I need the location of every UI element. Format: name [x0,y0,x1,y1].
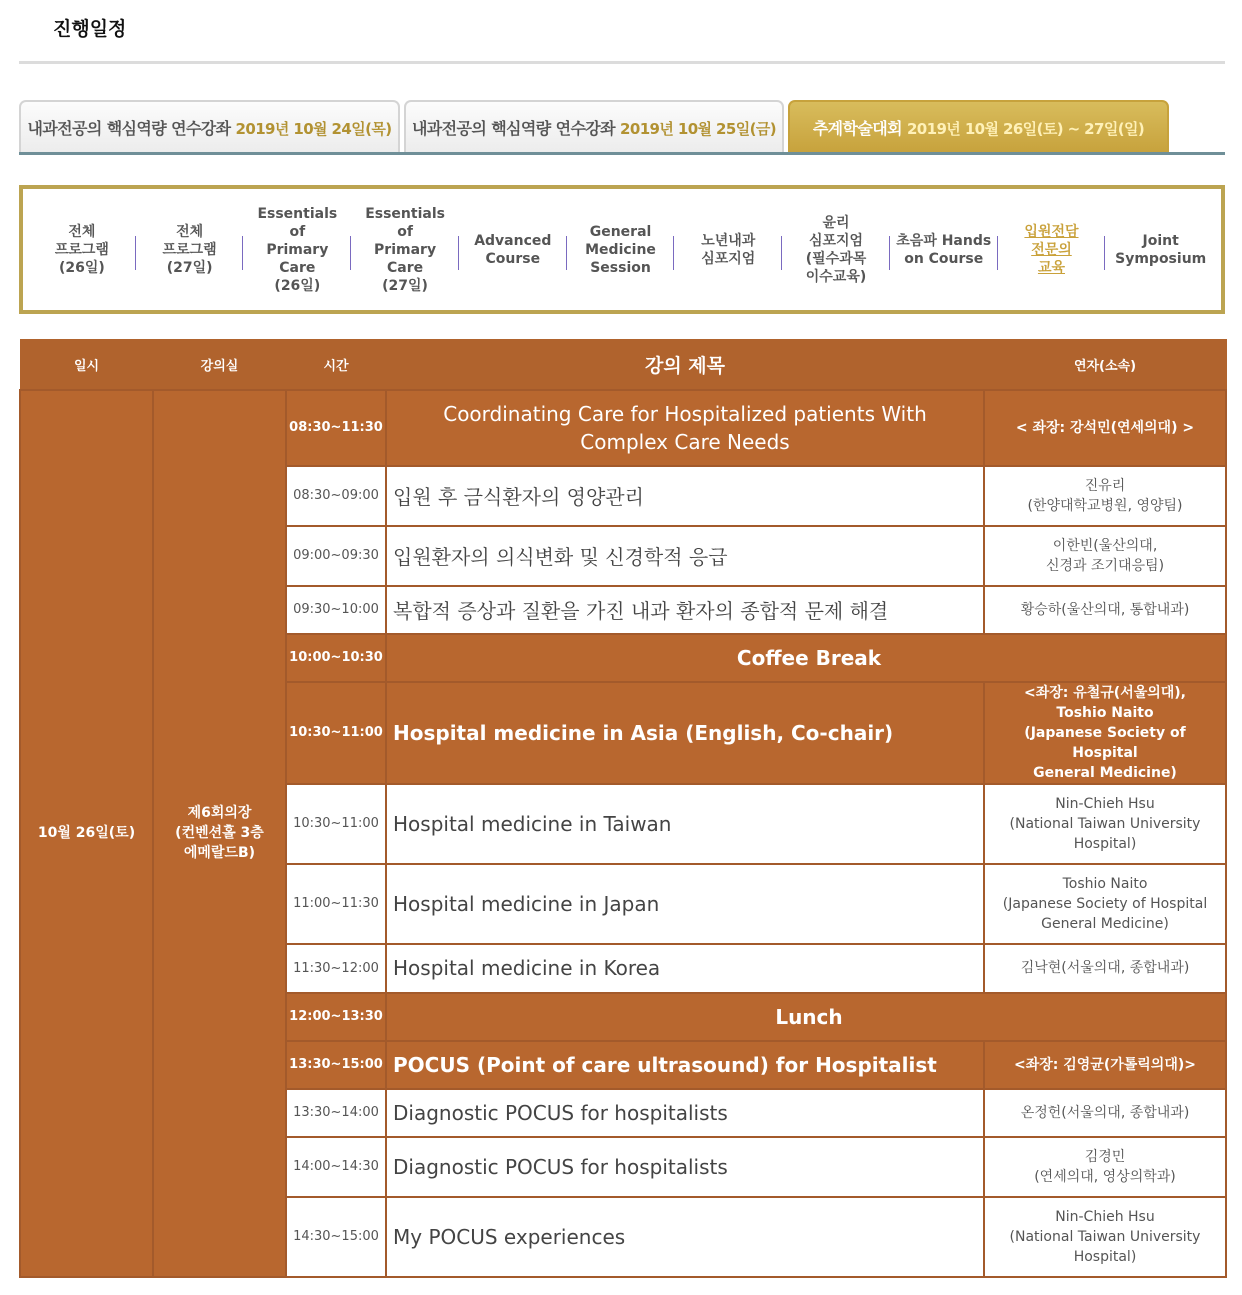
tab-name: 내과전공의 핵심역량 연수강좌 [411,119,616,138]
time-cell: 11:30~12:00 [286,944,386,993]
tab-oct-26-27[interactable] [788,100,1169,153]
subnav-essentials-27[interactable] [351,189,459,310]
time-cell: 09:00~09:30 [286,526,386,586]
speaker-cell: 진유리 (한양대학교병원, 영양팀) [984,466,1226,526]
subnav-label: Joint Symposium [1115,232,1207,267]
lecture-title: Diagnostic POCUS for hospitalists [386,1089,984,1137]
coffee-break: Coffee Break [386,634,1226,682]
subnav-all-27[interactable] [136,189,244,310]
session-title: Hospital medicine in Asia (English, Co-chair) [386,682,984,784]
room-cell: 제6회의장 (컨벤션홀 3층 에메랄드B) [153,390,286,1277]
subnav-geriatric[interactable] [674,189,782,310]
title-divider [19,61,1225,64]
session-title: POCUS (Point of care ultrasound) for Hospitalist [386,1041,984,1089]
subnav-advanced-course[interactable] [459,189,567,310]
table-row [20,390,1226,466]
speaker-cell: <좌장: 김영균(가톨릭의대)> [984,1041,1226,1089]
lecture-title: Diagnostic POCUS for hospitalists [386,1137,984,1197]
speaker-cell: 이한빈(울산의대, 신경과 조기대응팀) [984,526,1226,586]
subnav-general-medicine[interactable] [567,189,675,310]
tab-oct-25[interactable] [404,100,784,153]
subnav-label: 초음파 Hands on Course [896,232,992,267]
session-title: Coordinating Care for Hospitalized patients With Complex Care Needs [386,390,984,466]
time-cell: 13:30~14:00 [286,1089,386,1137]
subnav-all-26[interactable] [28,189,136,310]
header-speaker: 연자(소속) [984,340,1226,390]
table-header-row [20,340,1226,390]
speaker-cell: 김경민 (연세의대, 영상의학과) [984,1137,1226,1197]
header-date: 일시 [20,340,153,390]
lecture-title: 입원 후 금식환자의 영양관리 [386,466,984,526]
schedule-table [19,339,1227,1278]
tab-date: 2019년 10월 24일(목) [235,120,392,138]
subnav-label: Essentials of Primary Care (27일) [365,205,445,294]
page-title: 진행일정 [53,18,127,40]
tab-name: 내과전공의 핵심역량 연수강좌 [27,119,231,138]
time-cell: 14:30~15:00 [286,1197,386,1277]
subnav-label: 윤리 심포지엄 (필수과목 이수교육) [805,214,867,285]
subnav-label: General Medicine Session [585,223,656,276]
time-cell: 11:00~11:30 [286,864,386,944]
speaker-cell: <좌장: 유철규(서울의대), Toshio Naito (Japanese Society of Hospital General Medicine) [984,682,1226,784]
lecture-title: 입원환자의 의식변화 및 신경학적 응급 [386,526,984,586]
header-room: 강의실 [153,340,286,390]
subnav-essentials-26[interactable] [243,189,351,310]
tab-oct-24[interactable] [19,100,400,153]
speaker-cell: Toshio Naito (Japanese Society of Hospital General Medicine) [984,864,1226,944]
speaker-cell: 온정헌(서울의대, 종합내과) [984,1089,1226,1137]
speaker-cell: < 좌장: 강석민(연세의대) > [984,390,1226,466]
time-cell: 10:30~11:00 [286,682,386,784]
lecture-title: Hospital medicine in Japan [386,864,984,944]
subnav-label: 입원전담 전문의 교육 [1024,223,1079,276]
speaker-cell: Nin-Chieh Hsu (National Taiwan University Hospital) [984,1197,1226,1277]
time-cell: 13:30~15:00 [286,1041,386,1089]
lecture-title: My POCUS experiences [386,1197,984,1277]
lecture-title: Hospital medicine in Taiwan [386,784,984,864]
subnav-hospitalist[interactable] [998,189,1106,310]
lunch-break: Lunch [386,993,1226,1041]
time-cell: 14:00~14:30 [286,1137,386,1197]
subnav-label: Essentials of Primary Care (26일) [257,205,338,294]
subnav-label: Advanced Course [474,232,552,267]
speaker-cell: 김낙현(서울의대, 종합내과) [984,944,1226,993]
time-cell: 10:00~10:30 [286,634,386,682]
lecture-title: Hospital medicine in Korea [386,944,984,993]
subnav-label: 노년내과 심포지엄 [701,232,756,267]
date-cell: 10월 26일(토) [20,390,153,1277]
header-title: 강의 제목 [386,340,984,390]
time-cell: 10:30~11:00 [286,784,386,864]
header-time: 시간 [286,340,386,390]
time-cell: 08:30~11:30 [286,390,386,466]
subnav-label: 전체 프로그램 (26일) [54,223,109,276]
lecture-title: 복합적 증상과 질환을 가진 내과 환자의 종합적 문제 해결 [386,586,984,634]
tab-date: 2019년 10월 26일(토) ~ 27일(일) [906,120,1145,138]
subnav-ethics[interactable] [782,189,890,310]
subnav-label: 전체 프로그램 (27일) [162,223,217,276]
subnav-joint-symposium[interactable] [1105,189,1216,310]
date-tabs [19,100,1225,155]
tab-date: 2019년 10월 25일(금) [620,120,777,138]
program-subnav [19,185,1225,314]
tab-name: 추계학술대회 [812,119,902,138]
time-cell: 08:30~09:00 [286,466,386,526]
time-cell: 09:30~10:00 [286,586,386,634]
speaker-cell: Nin-Chieh Hsu (National Taiwan University Hospital) [984,784,1226,864]
time-cell: 12:00~13:30 [286,993,386,1041]
tab-underline [19,152,1225,155]
subnav-ultrasound[interactable] [890,189,998,310]
speaker-cell: 황승하(울산의대, 통합내과) [984,586,1226,634]
